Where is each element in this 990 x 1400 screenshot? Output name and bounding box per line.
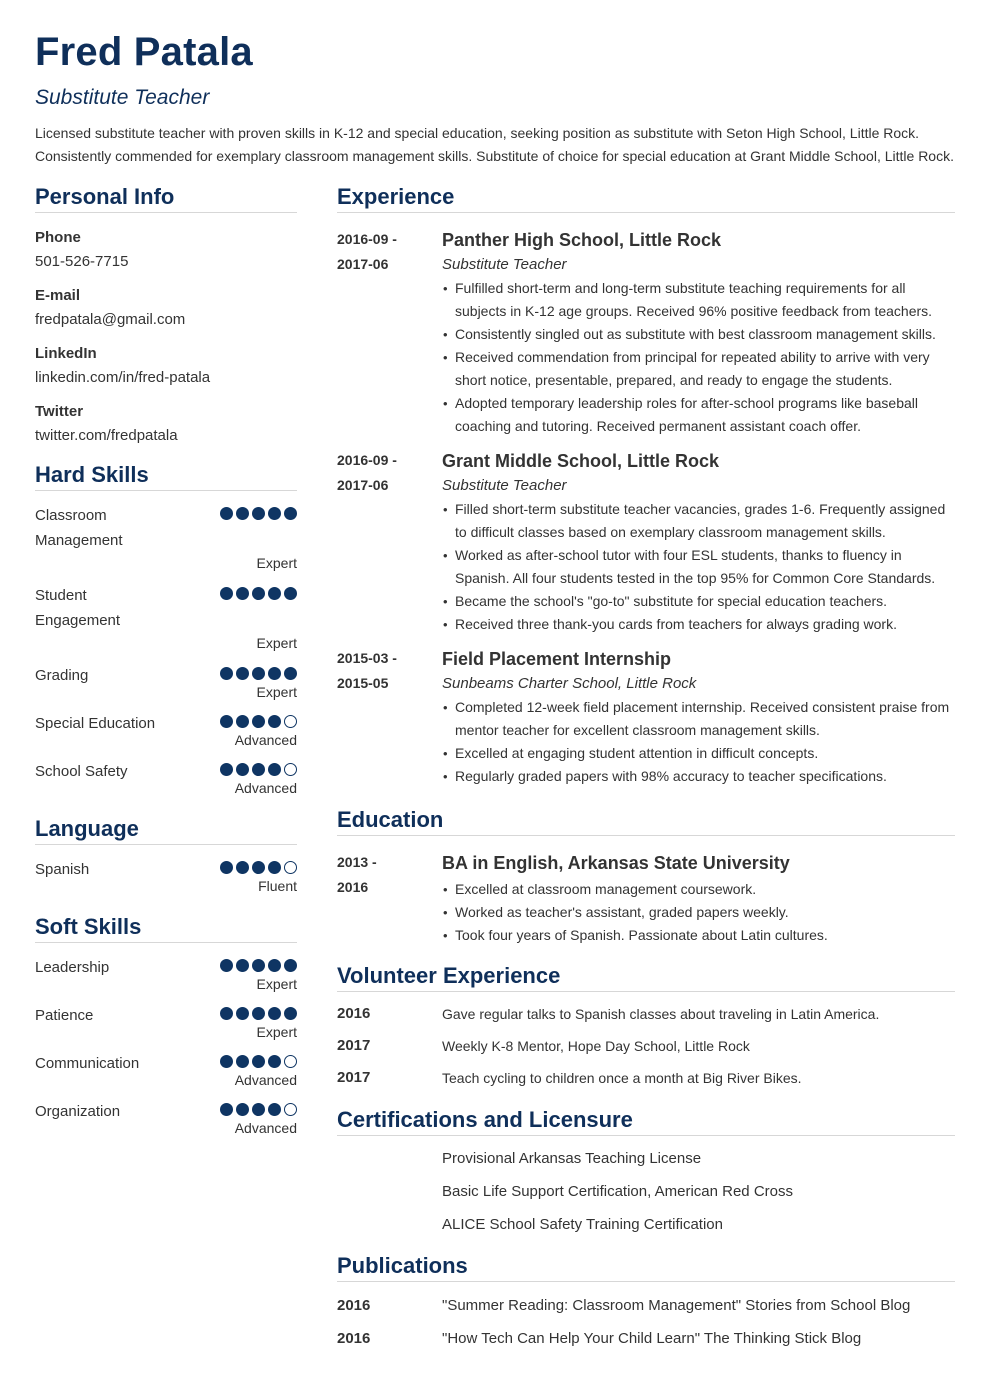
rating-dot-filled — [252, 715, 265, 728]
publications-title: Publications — [337, 1253, 468, 1278]
rating-dot-filled — [268, 1007, 281, 1020]
skill-name: Classroom Management — [35, 507, 123, 549]
skill-rating — [220, 1007, 297, 1020]
right-column — [337, 182, 955, 1360]
bullet-item: • Worked as teacher's assistant, graded papers weekly. — [455, 901, 955, 924]
bullet-list — [442, 696, 955, 788]
rating-dot-filled — [236, 763, 249, 776]
rating-dot-filled — [268, 715, 281, 728]
skill-level: Expert — [256, 1024, 297, 1040]
rating-dot-filled — [268, 507, 281, 520]
entry-title: Field Placement Internship — [442, 649, 672, 669]
section-divider — [337, 1281, 955, 1282]
info-linkedin — [35, 343, 297, 401]
skill-name: School Safety — [35, 763, 128, 780]
rating-dot-empty — [284, 715, 297, 728]
experience-entry — [337, 227, 955, 438]
entry-subtitle: Substitute Teacher — [442, 477, 567, 494]
info-email — [35, 285, 297, 343]
skill-level: Advanced — [234, 1072, 297, 1088]
skill-item — [35, 1099, 297, 1138]
rating-dot-filled — [284, 959, 297, 972]
rating-dot-filled — [220, 715, 233, 728]
soft-skills-list — [35, 955, 297, 1138]
rating-dot-filled — [236, 959, 249, 972]
rating-dot-filled — [236, 861, 249, 874]
volunteer-year: 2017 — [337, 1069, 371, 1086]
section-divider — [337, 212, 955, 213]
rating-dot-filled — [252, 1103, 265, 1116]
language-title: Language — [35, 816, 139, 841]
volunteer-item — [337, 1035, 955, 1067]
volunteer-text: Weekly K-8 Mentor, Hope Day School, Little Rock — [442, 1038, 750, 1054]
info-twitter — [35, 401, 297, 446]
volunteer-item — [337, 1067, 955, 1093]
rating-dot-filled — [220, 1103, 233, 1116]
rating-dot-filled — [236, 1007, 249, 1020]
bullet-item: • Adopted temporary leadership roles for after-school programs like baseball coaching and tutoring. Received permanent assistant coach offer. — [455, 392, 955, 438]
rating-dot-filled — [284, 667, 297, 680]
bullet-item: • Excelled at engaging student attention in difficult concepts. — [455, 742, 955, 765]
language-list — [35, 857, 297, 896]
date-start: 2016-09 - — [337, 231, 397, 247]
skill-rating — [220, 1055, 297, 1068]
skill-rating — [220, 763, 297, 776]
rating-dot-filled — [236, 587, 249, 600]
rating-dot-filled — [236, 667, 249, 680]
rating-dot-filled — [252, 667, 265, 680]
entry-body — [442, 646, 955, 788]
entry-title: Panther High School, Little Rock — [442, 230, 722, 250]
skill-rating — [220, 1103, 297, 1116]
entry-title: Grant Middle School, Little Rock — [442, 451, 720, 471]
certifications-list — [337, 1148, 955, 1240]
bullet-item: • Filled short-term substitute teacher vacancies, grades 1-6. Frequently assigned to difficult classes based on exemplary classroom management skills. — [455, 498, 955, 544]
rating-dot-empty — [284, 1103, 297, 1116]
volunteer-year: 2017 — [337, 1037, 371, 1054]
rating-dot-empty — [284, 763, 297, 776]
skill-name: Organization — [35, 1103, 121, 1120]
publication-year: 2016 — [337, 1297, 371, 1314]
date-end: 2017-06 — [337, 477, 389, 493]
candidate-role: Substitute Teacher — [35, 86, 210, 109]
rating-dot-filled — [252, 1055, 265, 1068]
experience-entry — [337, 448, 955, 636]
hard-skills-title: Hard Skills — [35, 462, 149, 487]
date-end: 2015-05 — [337, 675, 389, 691]
entry-date — [337, 227, 427, 277]
skill-rating — [220, 959, 297, 972]
rating-dot-filled — [236, 1055, 249, 1068]
personal-info-list — [35, 227, 297, 446]
section-divider — [35, 212, 297, 213]
rating-dot-filled — [268, 959, 281, 972]
rating-dot-filled — [268, 861, 281, 874]
publication-text: "Summer Reading: Classroom Management" Stories from School Blog — [442, 1297, 911, 1314]
info-label: E-mail — [35, 287, 81, 304]
info-phone — [35, 227, 297, 285]
skill-name: Patience — [35, 1007, 94, 1024]
rating-dot-filled — [268, 1103, 281, 1116]
skill-rating — [220, 861, 297, 874]
skill-level: Expert — [256, 976, 297, 992]
skill-name: Leadership — [35, 959, 110, 976]
rating-dot-filled — [284, 587, 297, 600]
rating-dot-filled — [268, 667, 281, 680]
section-divider — [337, 991, 955, 992]
skill-level: Advanced — [234, 780, 297, 796]
rating-dot-filled — [220, 667, 233, 680]
skill-level: Fluent — [258, 878, 297, 894]
skill-item — [35, 711, 297, 750]
entry-subtitle: Substitute Teacher — [442, 256, 567, 273]
entry-date — [337, 448, 427, 498]
section-divider — [337, 1135, 955, 1136]
entry-date — [337, 850, 427, 900]
bullet-item: • Took four years of Spanish. Passionate about Latin cultures. — [455, 924, 955, 947]
rating-dot-filled — [268, 763, 281, 776]
rating-dot-filled — [236, 715, 249, 728]
skill-name: Special Education — [35, 715, 156, 732]
skill-level: Advanced — [234, 1120, 297, 1136]
bullet-item: • Completed 12-week field placement internship. Received consistent praise from mentor teacher for excellent classroom management skills. — [455, 696, 955, 742]
skill-name: Spanish — [35, 861, 90, 878]
rating-dot-filled — [220, 1007, 233, 1020]
left-column — [35, 182, 297, 1138]
skill-level: Advanced — [234, 732, 297, 748]
skill-item — [35, 663, 297, 702]
date-start: 2015-03 - — [337, 650, 397, 666]
date-end: 2016 — [337, 879, 369, 895]
rating-dot-filled — [268, 1055, 281, 1068]
publication-year: 2016 — [337, 1330, 371, 1347]
rating-dot-filled — [220, 507, 233, 520]
skill-rating — [220, 715, 297, 728]
linkedin-value: linkedin.com/in/fred-patala — [35, 369, 211, 386]
bullet-item: • Received three thank-you cards from teachers for always grading work. — [455, 613, 955, 636]
skill-level: Expert — [256, 555, 297, 571]
rating-dot-filled — [220, 1055, 233, 1068]
skill-item — [35, 583, 297, 653]
volunteer-title: Volunteer Experience — [337, 963, 561, 988]
soft-skills-title: Soft Skills — [35, 914, 142, 939]
info-label: Twitter — [35, 403, 84, 420]
education-entry — [337, 850, 955, 947]
certifications-title: Certifications and Licensure — [337, 1107, 633, 1132]
skill-item — [35, 1003, 297, 1042]
experience-entry — [337, 646, 955, 788]
skill-level: Expert — [256, 635, 297, 651]
entry-subtitle: Sunbeams Charter School, Little Rock — [442, 675, 697, 692]
section-divider — [35, 490, 297, 491]
rating-dot-filled — [252, 507, 265, 520]
certification-item: ALICE School Safety Training Certification — [442, 1216, 723, 1233]
entry-date — [337, 646, 427, 696]
volunteer-text: Gave regular talks to Spanish classes about traveling in Latin America. — [442, 1006, 880, 1022]
skill-item — [35, 857, 297, 896]
bullet-item: • Became the school's "go-to" substitute for special education teachers. — [455, 590, 955, 613]
rating-dot-filled — [220, 587, 233, 600]
skill-rating — [220, 507, 297, 520]
bullet-item: • Consistently singled out as substitute with best classroom management skills. — [455, 323, 955, 346]
skill-rating — [220, 667, 297, 680]
date-start: 2016-09 - — [337, 452, 397, 468]
publication-text: "How Tech Can Help Your Child Learn" The Thinking Stick Blog — [442, 1330, 862, 1347]
phone-value: 501-526-7715 — [35, 253, 129, 270]
publications-list — [337, 1295, 955, 1360]
skill-name: Communication — [35, 1055, 140, 1072]
publication-item — [337, 1295, 955, 1328]
publication-item — [337, 1328, 955, 1360]
skill-rating — [220, 587, 297, 600]
rating-dot-filled — [220, 763, 233, 776]
bullet-item: • Worked as after-school tutor with four ESL students, thanks to fluency in Spanish. All four students tested in the top 95% for Common Core Standards. — [455, 544, 955, 590]
section-divider — [35, 844, 297, 845]
skill-item — [35, 1051, 297, 1090]
email-value: fredpatala@gmail.com — [35, 311, 186, 328]
skill-item — [35, 503, 297, 573]
certification-item: Basic Life Support Certification, American Red Cross — [442, 1183, 793, 1200]
bullet-list — [442, 277, 955, 438]
rating-dot-filled — [284, 507, 297, 520]
rating-dot-filled — [252, 861, 265, 874]
summary-paragraph: Licensed substitute teacher with proven skills in K-12 and special education, seeking position as substitute with Seton High School, Little Rock. Consistently commended for exemplary classroom management skills. Substitute of choice for special education at Grant Middle School, Little Rock. — [35, 125, 954, 164]
twitter-value: twitter.com/fredpatala — [35, 427, 178, 444]
entry-body — [442, 850, 955, 947]
bullet-list — [442, 498, 955, 636]
rating-dot-filled — [236, 1103, 249, 1116]
rating-dot-filled — [252, 763, 265, 776]
skill-level: Expert — [256, 684, 297, 700]
candidate-name: Fred Patala — [35, 30, 253, 74]
info-label: LinkedIn — [35, 345, 97, 362]
rating-dot-filled — [268, 587, 281, 600]
rating-dot-filled — [252, 587, 265, 600]
entry-body — [442, 227, 955, 438]
rating-dot-filled — [284, 1007, 297, 1020]
skill-name: Grading — [35, 667, 89, 684]
bullet-item: • Excelled at classroom management coursework. — [455, 878, 955, 901]
certification-item: Provisional Arkansas Teaching License — [442, 1150, 702, 1167]
info-label: Phone — [35, 229, 81, 246]
rating-dot-filled — [220, 861, 233, 874]
rating-dot-filled — [252, 959, 265, 972]
skill-name: Student Engagement — [35, 587, 121, 629]
rating-dot-filled — [252, 1007, 265, 1020]
rating-dot-empty — [284, 1055, 297, 1068]
entry-body — [442, 448, 955, 636]
section-divider — [35, 942, 297, 943]
date-end: 2017-06 — [337, 256, 389, 272]
volunteer-text: Teach cycling to children once a month at Big River Bikes. — [442, 1070, 802, 1086]
education-title: Education — [337, 807, 444, 832]
section-divider — [337, 835, 955, 836]
volunteer-year: 2016 — [337, 1005, 371, 1022]
volunteer-item — [337, 1003, 955, 1035]
rating-dot-empty — [284, 861, 297, 874]
personal-info-title: Personal Info — [35, 184, 175, 209]
bullet-item: • Regularly graded papers with 98% accuracy to teacher specifications. — [455, 765, 955, 788]
volunteer-list — [337, 1003, 955, 1093]
entry-title: BA in English, Arkansas State University — [442, 853, 790, 873]
experience-title: Experience — [337, 184, 455, 209]
skill-item — [35, 759, 297, 798]
rating-dot-filled — [220, 959, 233, 972]
rating-dot-filled — [236, 507, 249, 520]
date-start: 2013 - — [337, 854, 377, 870]
bullet-item: • Received commendation from principal for repeated ability to arrive with very short notice, presentable, prepared, and ready to engage the students. — [455, 346, 955, 392]
bullet-item: • Fulfilled short-term and long-term substitute teaching requirements for all subjects in K-12 age groups. Received 96% positive feedback from teachers. — [455, 277, 955, 323]
skill-item — [35, 955, 297, 994]
hard-skills-list — [35, 503, 297, 798]
bullet-list — [442, 878, 955, 947]
